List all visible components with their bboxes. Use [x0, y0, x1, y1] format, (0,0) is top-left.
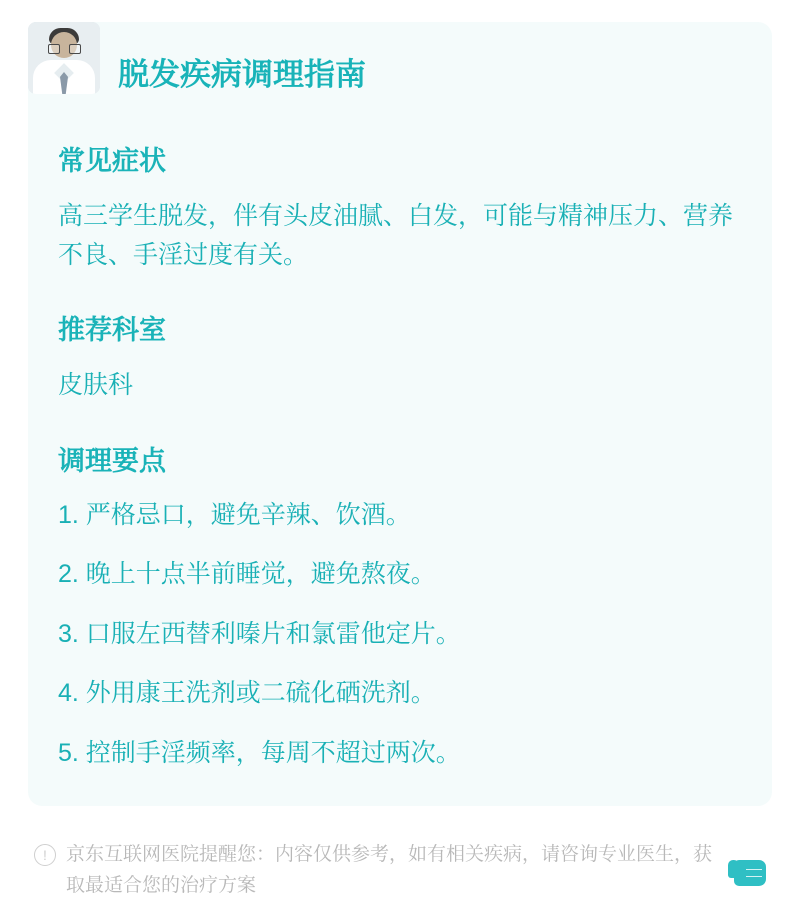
thumbs-up-line-2	[746, 876, 762, 878]
list-item: 5. 控制手淫频率，每周不超过两次。	[58, 738, 461, 767]
avatar-glasses-left-icon	[48, 44, 60, 54]
section-body-department: 皮肤科	[58, 371, 134, 400]
list-item: 2. 晚上十点半前睡觉，避免熬夜。	[58, 560, 436, 589]
thumbs-up-fist	[734, 860, 766, 886]
info-icon: !	[34, 844, 56, 866]
tips-list	[58, 497, 742, 773]
list-item: 1. 严格忌口，避免辛辣、饮酒。	[58, 500, 411, 529]
section-heading-tips: 调理要点	[58, 445, 166, 476]
thumbs-up-icon[interactable]	[728, 846, 766, 886]
page-title: 脱发疾病调理指南	[118, 57, 366, 92]
avatar	[28, 22, 100, 94]
section-heading-symptoms: 常见症状	[58, 146, 166, 177]
guide-card	[28, 22, 772, 806]
section-heading-department: 推荐科室	[58, 315, 166, 346]
footer-notice-text: 京东互联网医院提醒您：内容仅供参考，如有相关疾病，请咨询专业医生，获取最适合您的治疗方案	[66, 844, 713, 896]
avatar-glasses-right-icon	[69, 44, 81, 54]
footer-notice	[28, 840, 772, 901]
section-body-symptoms: 高三学生脱发，伴有头皮油腻、白发，可能与精神压力、营养不良、手淫过度有关。	[58, 201, 734, 269]
thumbs-up-line-1	[746, 869, 762, 871]
list-item: 3. 口服左西替利嗪片和氯雷他定片。	[58, 619, 461, 648]
list-item: 4. 外用康王洗剂或二硫化硒洗剂。	[58, 679, 436, 708]
